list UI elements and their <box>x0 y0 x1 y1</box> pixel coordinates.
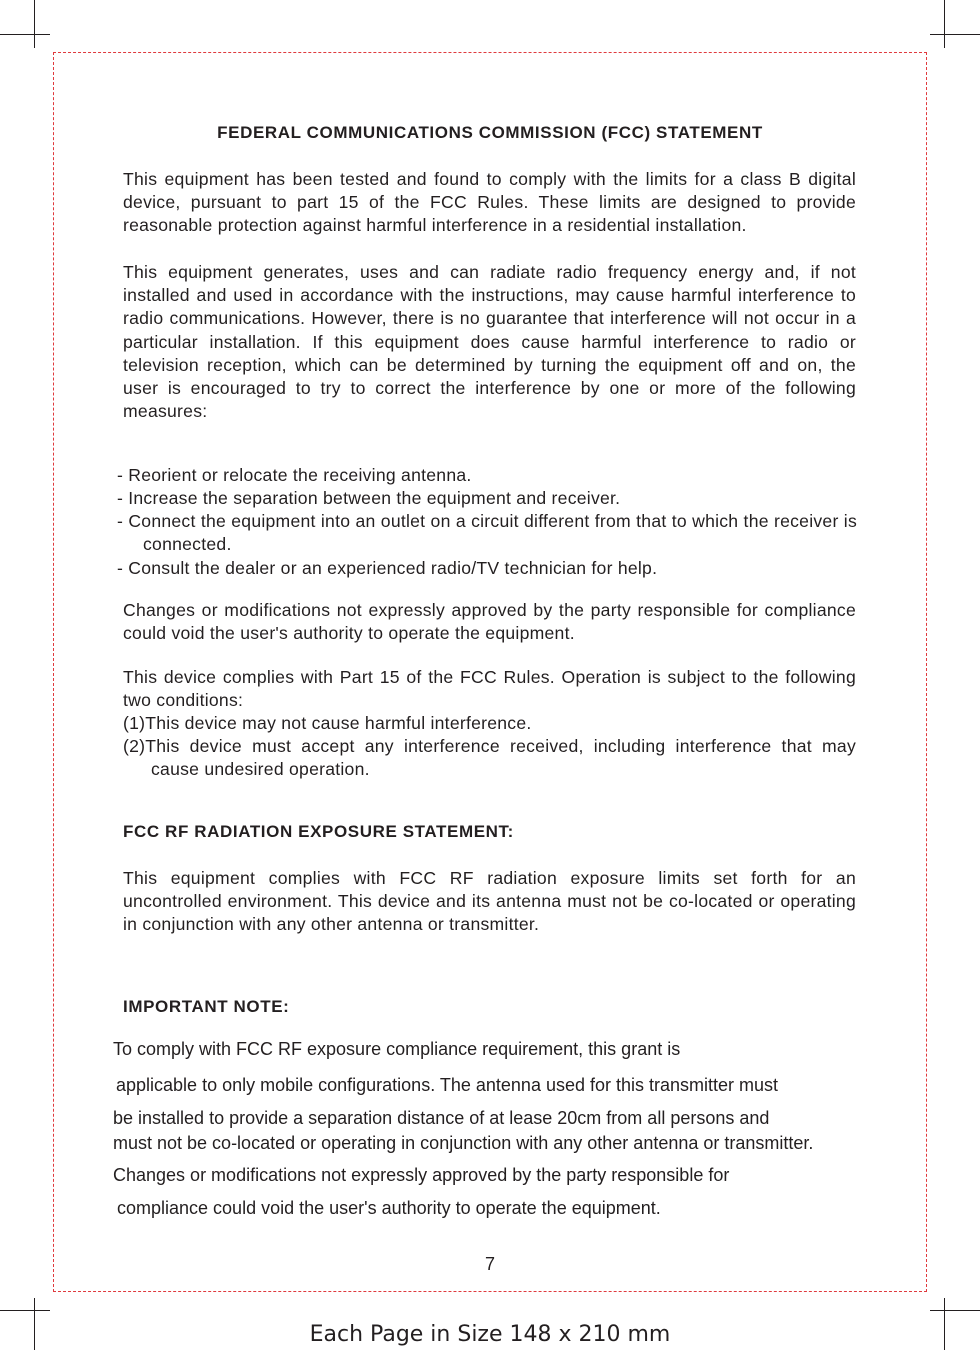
measure-item: - Consult the dealer or an experienced radio/TV technician for help. <box>117 558 658 578</box>
page-title: FEDERAL COMMUNICATIONS COMMISSION (FCC) STATEMENT <box>217 123 763 142</box>
condition-item: (2)This device must accept any interference received, including interference that may cause undesired operation. <box>123 736 856 780</box>
note-line: compliance could void the user's authority to operate the equipment. <box>117 1198 661 1218</box>
measure-item: - Reorient or relocate the receiving antenna. <box>117 465 472 485</box>
changes-paragraph: Changes or modifications not expressly approved by the party responsible for compliance could void the user's authority to operate the equipment. <box>123 600 856 644</box>
note-line: must not be co-located or operating in conjunction with any other antenna or transmitter. <box>113 1133 814 1153</box>
note-line: be installed to provide a separation distance of at lease 20cm from all persons and <box>113 1108 770 1128</box>
important-note-heading: IMPORTANT NOTE: <box>123 997 290 1016</box>
note-line: Changes or modifications not expressly approved by the party responsible for <box>113 1165 730 1185</box>
page-number: 7 <box>484 1254 495 1274</box>
measure-item: - Increase the separation between the equipment and receiver. <box>117 488 621 508</box>
intro-paragraph-1: This equipment has been tested and found to comply with the limits for a class B digital device, pursuant to part 15 of the FCC Rules. These limits are designed to provide reasonable protection against harmful interference in a residential installation. <box>123 169 856 236</box>
complies-paragraph: This device complies with Part 15 of the FCC Rules. Operation is subject to the following two conditions: <box>123 667 856 711</box>
note-line: To comply with FCC RF exposure compliance requirement, this grant is <box>113 1039 681 1059</box>
rf-paragraph: This equipment complies with FCC RF radiation exposure limits set forth for an uncontrolled environment. This device and its antenna must not be co-located or operating in conjunction with any other antenna or transmitter. <box>123 868 856 935</box>
condition-item: (1)This device may not cause harmful interference. <box>123 713 532 733</box>
page-size-footer: Each Page in Size 148 x 210 mm <box>309 1322 671 1347</box>
rf-heading: FCC RF RADIATION EXPOSURE STATEMENT: <box>123 822 514 841</box>
measure-item: - Connect the equipment into an outlet on a circuit different from that to which the receiver is connected. <box>117 511 857 555</box>
note-line: applicable to only mobile configurations. The antenna used for this transmitter must <box>116 1075 779 1095</box>
intro-paragraph-2: This equipment generates, uses and can radiate radio frequency energy and, if not installed and used in accordance with the instructions, may cause harmful interference to radio communications. However, there is no guarantee that interference will not occur in a particular installation. If this equipment does cause harmful interference to radio or television reception, which can be determined by turning the equipment off and on, the user is encouraged to try to correct the interference by one or more of the following measures: <box>123 262 856 422</box>
